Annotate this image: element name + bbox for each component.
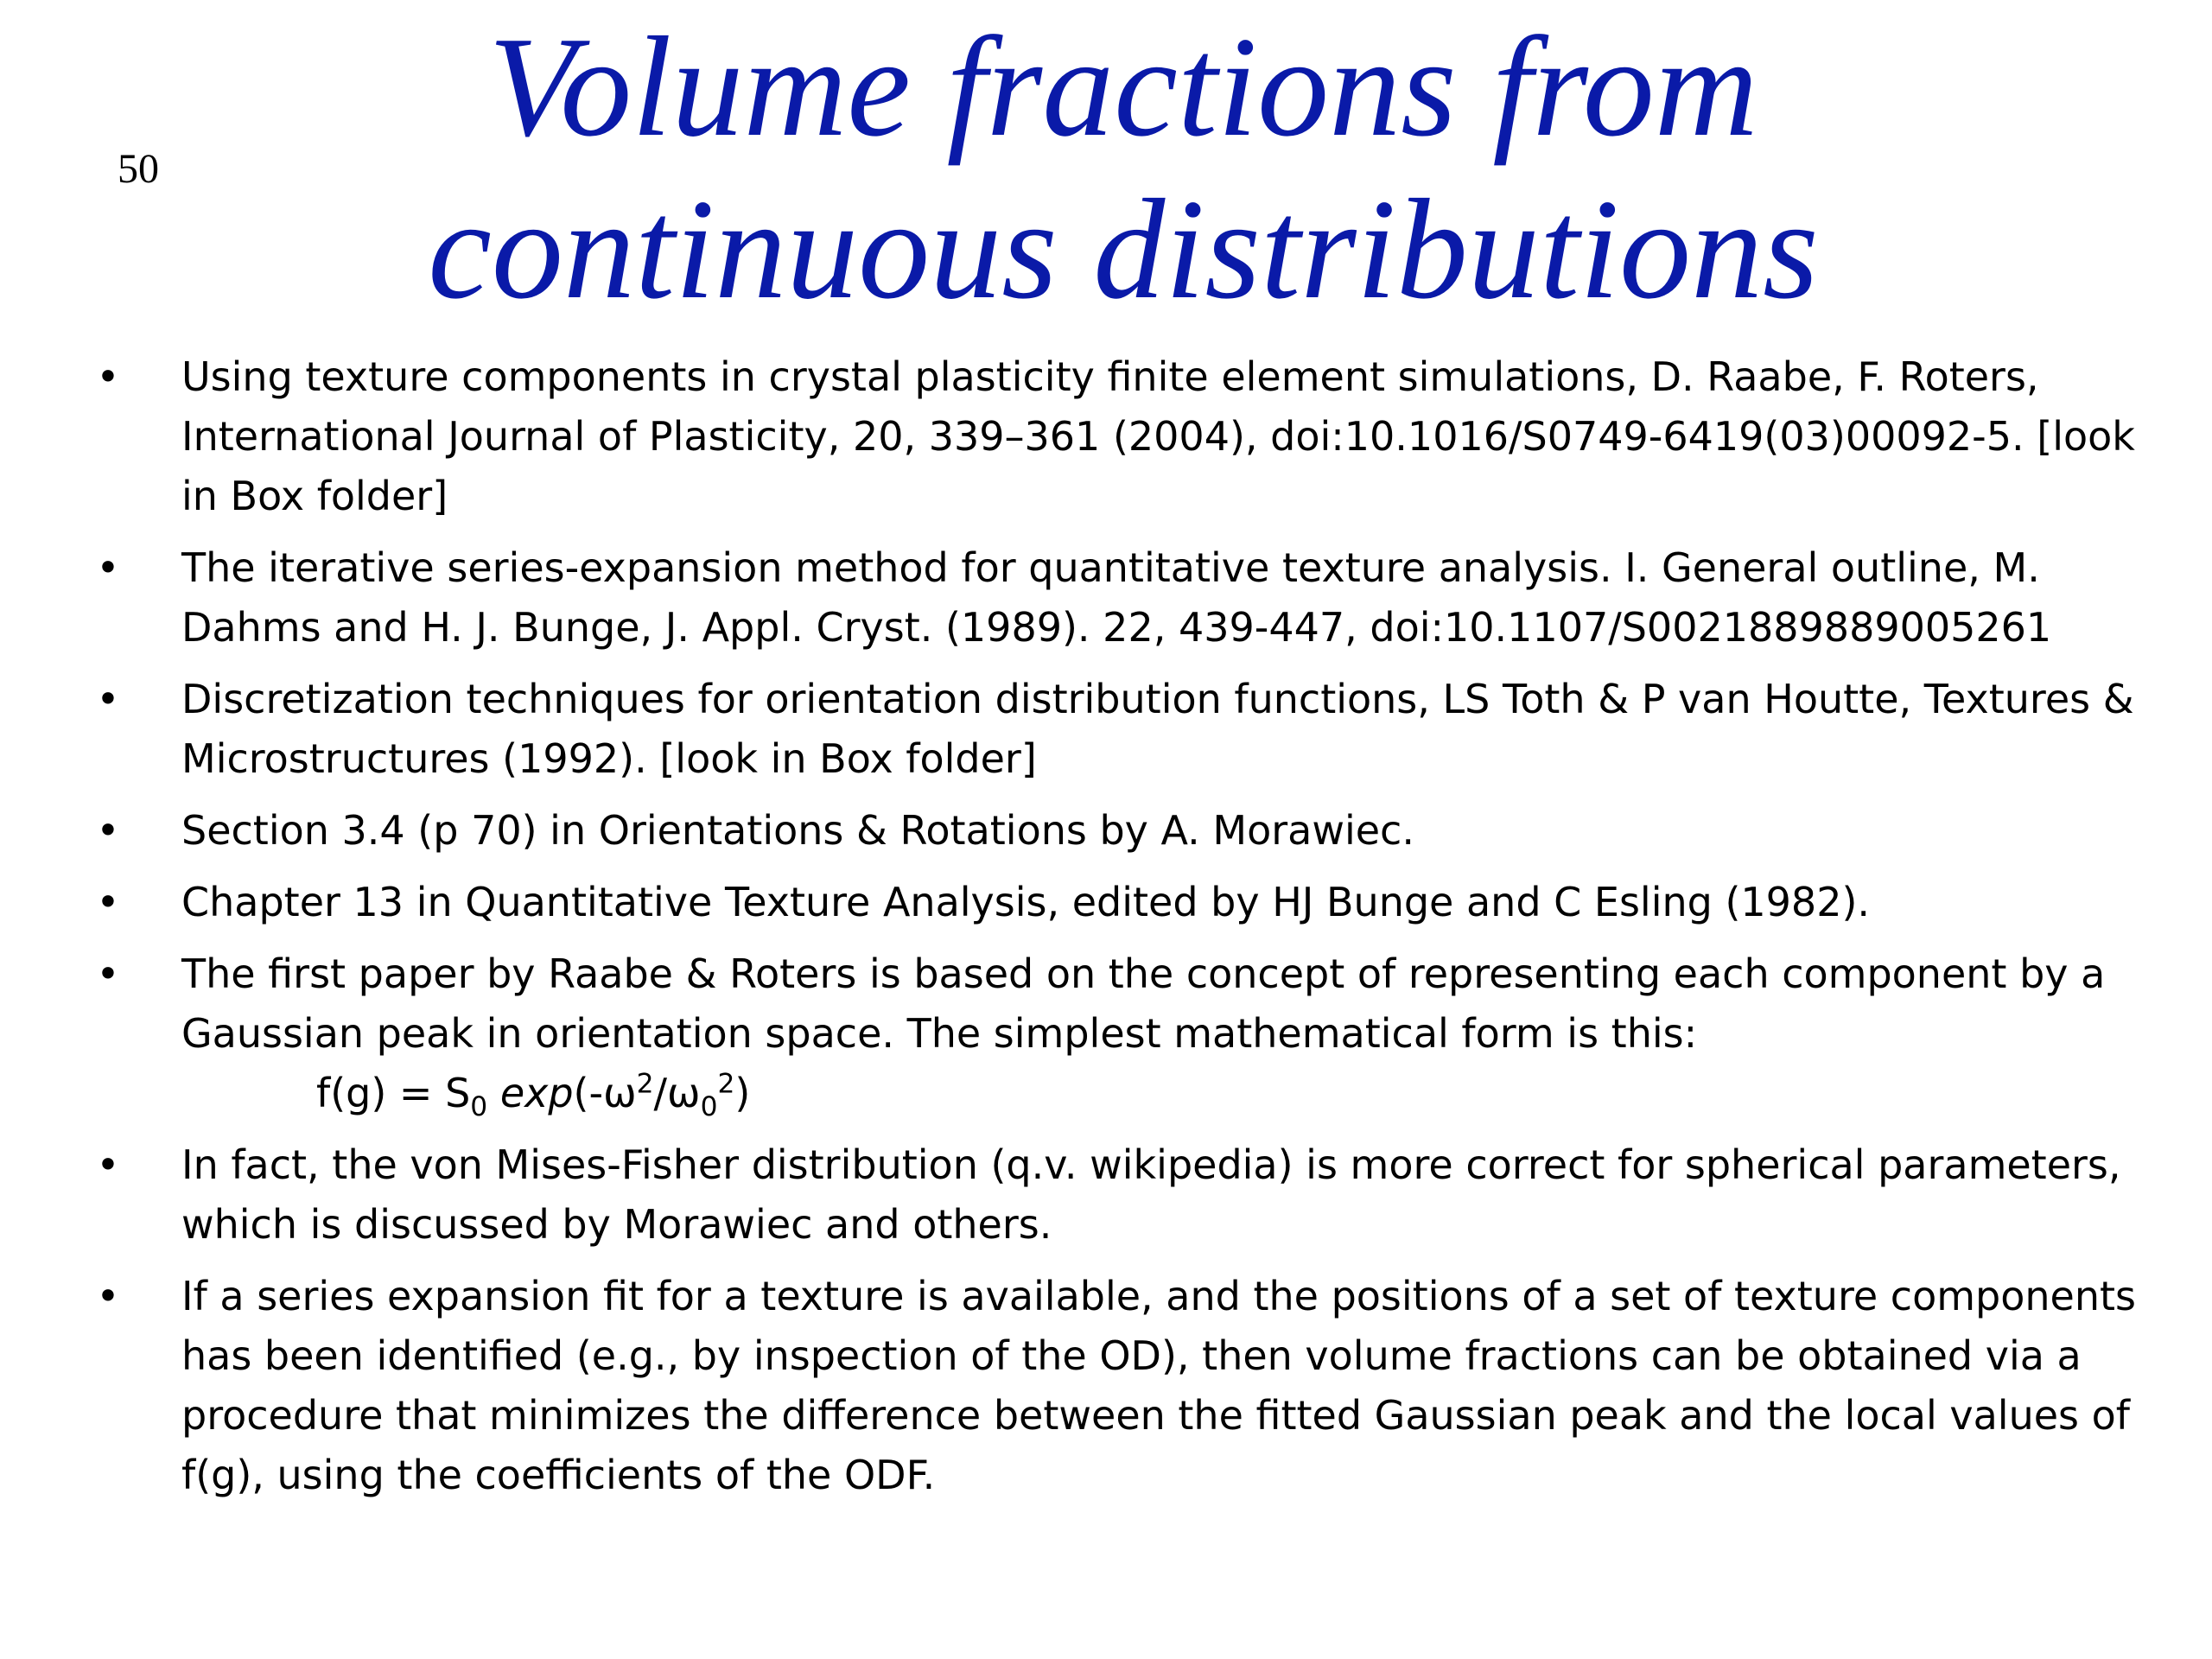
formula-exp: exp	[499, 1070, 574, 1116]
gaussian-formula	[181, 1064, 2169, 1123]
slide-title	[259, 5, 1987, 330]
bullet-text-8: If a series expansion fit for a texture is available, and the positions of a set of texture components has been identified (e.g., by inspection of the OD), then volume fractions can be obtained via a procedure that minimizes the difference between the fitted Gaussian peak and the local values of f(g), using the coefficients of the ODF.	[181, 1273, 2136, 1498]
formula-lhs: f(g) = S	[316, 1070, 471, 1116]
bullet-dot: •	[96, 879, 120, 925]
bullet-text-5: Chapter 13 in Quantitative Texture Analysis, edited by HJ Bunge and C Esling (1982).	[181, 879, 1871, 925]
formula-s-subscript: 0	[470, 1091, 488, 1123]
bullet-dot: •	[96, 950, 120, 997]
bullet-text-1: Using texture components in crystal plasticity finite element simulations, D. Raabe, F. Roters, International Journal of Plasticity, 20, 339–361 (2004), doi:10.1016/S0749-6419(03)00092-5. [look in Box folder]	[181, 353, 2135, 519]
bullet-item-3	[95, 670, 2169, 789]
formula-omega0-superscript: 2	[717, 1068, 735, 1100]
bullet-text-3: Discretization techniques for orientation distribution functions, LS Toth & P van Houtte, Textures & Microstructures (1992). [look in Box folder]	[181, 676, 2134, 782]
slide-number: 50	[118, 146, 159, 192]
formula-omega-subscript: 0	[700, 1091, 718, 1123]
bullet-dot: •	[96, 1273, 120, 1319]
bullet-dot: •	[96, 1141, 120, 1188]
formula-close: )	[734, 1070, 751, 1116]
bullet-text-2: The iterative series-expansion method for quantitative texture analysis. I. General outline, M. Dahms and H. J. Bunge, J. Appl. Cryst. (1989). 22, 439-447, doi:10.1107/S0021889889005261	[181, 544, 2052, 651]
bullet-text-6: The first paper by Raabe & Roters is based on the concept of representing each component by a Gaussian peak in orientation space. The simplest mathematical form is this:	[181, 950, 2106, 1057]
bullet-dot: •	[96, 807, 120, 854]
bullet-item-2	[95, 538, 2169, 658]
bullet-dot: •	[96, 544, 120, 591]
formula-slash-omega: /ω	[653, 1070, 701, 1116]
formula-omega-superscript: 2	[636, 1068, 654, 1100]
bullet-list	[95, 347, 2169, 1517]
bullet-dot: •	[96, 353, 120, 400]
bullet-item-7	[95, 1135, 2169, 1255]
bullet-item-8	[95, 1267, 2169, 1505]
bullet-item-6	[95, 944, 2169, 1123]
slide-title-line-2: continuous distributions	[428, 169, 1819, 328]
bullet-item-1	[95, 347, 2169, 526]
bullet-dot: •	[96, 676, 120, 722]
slide-title-line-1: Volume fractions from	[488, 7, 1758, 166]
bullet-text-4: Section 3.4 (p 70) in Orientations & Rotations by A. Morawiec.	[181, 807, 1414, 854]
bullet-item-5	[95, 873, 2169, 932]
bullet-item-4	[95, 801, 2169, 861]
bullet-text-7: In fact, the von Mises-Fisher distribution (q.v. wikipedia) is more correct for spherical parameters, which is discussed by Morawiec and others.	[181, 1141, 2121, 1248]
formula-space	[487, 1070, 500, 1116]
formula-open: (-ω	[573, 1070, 637, 1116]
